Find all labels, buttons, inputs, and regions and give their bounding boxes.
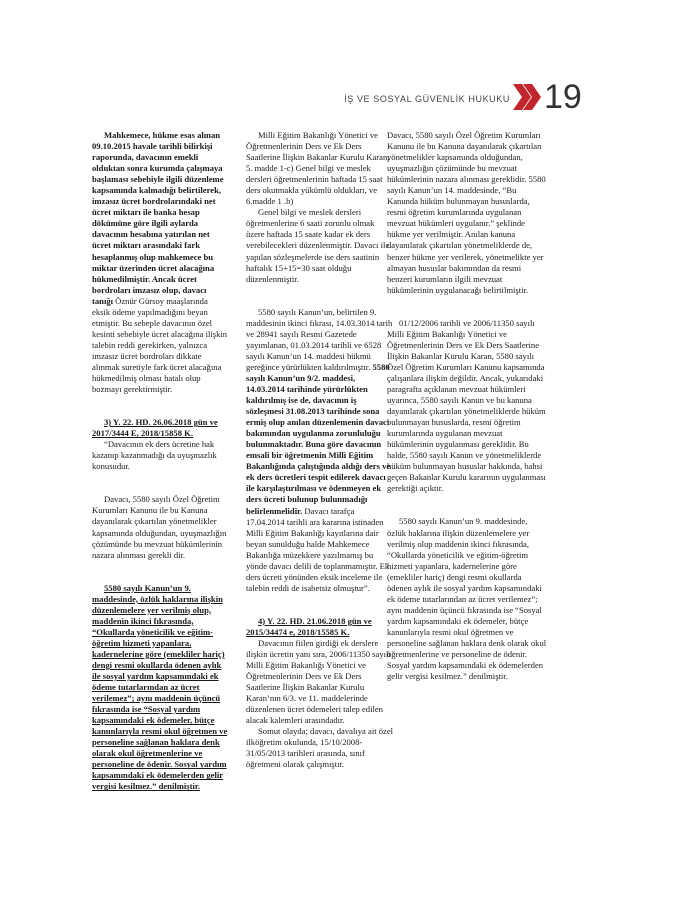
paragraph: 01/12/2006 tarihli ve 2006/11350 sayılı Milli Eğitim Bakanlığı Yönetici ve Öğretmenlerinin Ders ve Ek Ders Saatlerine İlişkin Bakanlar Kurulu Karan, 5580 sayılı Özel Öğretim Kurumları Kanunu kapsamında çalışanlara ilişkin değildir. Ancak, yukarıdaki paragrafta açıklanan mevzuat hükümleri uyarınca, 5580 sayılı Kanun ve bu kanuna dayanılarak çıkartılan yönetmeliklerde hüküm bulunmayan hususlarda, resmi öğretim kurumlarında uygulanan mevzuat hükümlerinin uygulanması gereklidir. Bu halde, 5580 sayılı Kanun ve yönetmeliklerde hüküm bulunmayan hususlar hakkında, bahsi geçen Bakanlar Kurulu kararının uygulanması gerektiği açıktır. xyxy=(387,317,546,494)
column-middle xyxy=(246,130,394,782)
page-number: 19 xyxy=(544,78,582,116)
paragraph: Davacı, 5580 sayılı Özel Öğretim Kurumları Kanunu ile bu Kanuna dayanılarak çıkartılan yönetmelikler kapsamında olduğundan, uyuşmazlığın çözümünde bu mevzuat hükümlerinin nazara alınması gereklidir. 5580 sayılı Kanun’un 14. maddesinde, “Bu Kanunda hüküm bulunmayan hususlarda, resmi öğretim kurumlarında uygulanan mevzuat hükümleri uygulanır.” şeklinde hükme yer verilmiştir. Anılan kanuna dayanılarak çıkartılan yönetmeliklerde de, benzer hükme yer verilerek, yönetmelikte yer almayan hususlar bakımından da resmi benzeri kurumların ilgili mevzuat hükümlerinin uygulanacağı belirtilmiştir. xyxy=(387,130,546,295)
page-header xyxy=(0,78,700,116)
column-left xyxy=(92,130,228,804)
bold-text: 5580 sayılı Kanun’un 9/2. maddesi, 14.03.2014 tarihinde yürürlükten kaldırılmış ise de, davacının iş sözleşmesi 31.08.2013 tarihinde sona ermiş olup anılan düzenlemenin davacı bakımından uygulanma zorunluluğu bulunmaktadır. Buna göre davacının emsali bir öğretmenin Milli Eğitim Bakanlığında çalıştığında aldığı ders ve ek ders ücretleri tespit edilerek davacı ile karşılaştırılması ve ödenmeyen ek ders ücreti bulunup bulunmadığı belirlenmelidir. xyxy=(246,361,391,516)
case-heading: 3) Y. 22. HD. 26.06.2018 gün ve 2017/3444 E, 2018/15858 K. xyxy=(92,417,218,439)
paragraph: Milli Eğitim Bakanlığı Yönetici ve Öğretmenlerinin Ders ve Ek Ders Saatlerine İlişkin Bakanlar Kurulu Karan; 5. madde 1-c) Genel bilgi ve meslek dersleri öğretmenlerinin haftada 15 saat ders okutmakla yükümlü oldukları, ve 6.madde 1 .b) xyxy=(246,130,390,207)
paragraph xyxy=(246,307,394,594)
paragraph: 5580 sayılı Kanun’un 9. maddesinde, özlük haklarına ilişkin düzenlemelere yer verilmiş olup maddenin ikinci fıkrasında, “Okullarda yöneticilik ve eğitim-öğretim hizmeti yapanlara, kadernelerine göre (emekliler hariç) dengi resmi okullarda ödenen aylık ile sosyal yardım kapsamındaki ek ödeme tutarlarından az ücret verilemez”; aynı maddenin üçüncü fıkrasında ise “Sosyal yardım kapsamındaki ek ödemeler, bütçe kanunlarıyla resmi okul öğretmen ve personeline sağlanan haklara denk olarak okul öğretmenlerine ve personeline de ödenir. Sosyal yardım kapsamındaki ek ödemelerden gelir vergisi kesilmez.” denilmiştir. xyxy=(387,516,547,682)
paragraph-emphasis: 5580 sayılı Kanun’un 9. maddesinde, özlük haklarına ilişkin düzenlemelere yer verilmiş olup, maddenin ikinci fıkrasında, “Okullarda yöneticilik ve eğitim-öğretim hizmeti yapanlara, kadernelerine göre (emekliler hariç) dengi resmi okullarda ödenen aylık ile sosyal yardım kapsamındaki ek ödeme tutarlarından az ücret verilemez”; aynı maddenin üçüncü fıkrasında ise “Sosyal yardım kapsamındaki ek ödemeler, bütçe kanunlarıyla resmi okul öğretmen ve personeline sağlanan haklara denk olarak okul öğretmenlerine ve personeline de ödenir. Sosyal yardım kapsamındaki ek ödemelerden gelir vergisi kesilmez.” denilmiştir. xyxy=(92,582,228,792)
paragraph: Somut olayda; davacı, davalıya ait özel ilköğretim okulunda, 15/10/2008-31/05/2013 tarihleri arasında, sınıf öğretmeni olarak çalışmıştır. xyxy=(246,726,394,770)
paragraph: Genel bilgi ve meslek dersleri öğretmenlerine 6 saati zorunlu olmak üzere haftada 15 saate kadar ek ders verebilecekleri düzenlenmiştir. Davacı ile yapılan sözleşmelerde ise ders saatinin haftalık 15+15=30 saat olduğu düzenlenmiştir. xyxy=(246,207,390,284)
body-text: Davacı tarafça 17.04.2014 tarihli ara kararına istinaden Milli Eğitim Bakanlığı kayıtlarına dair beyan sunulduğu halde Mahkemece Bakanlığa müzekkere yazılmamış bu yönde davacı delili de toplanmamıştır. Ek ders ücreti yönünden eksik inceleme ile talebin reddi de isabetsiz olmuştur”. xyxy=(246,505,390,593)
paragraph: Davacının fiilen girdiği ek derslere ilişkin ücretin yanı sıra, 2006/11350 sayılı Milli Eğitim Bakanlığı Yönetici ve Öğretmenlerinin Ders ve Ek Ders Saatlerine İlişkin Bakanlar Kurulu Karan’nın 6/3. ve 11. maddelerinde düzenlenen ücret ödemeleri talep edilen alacak kalemleri arasındadır. xyxy=(246,637,391,726)
paragraph xyxy=(92,130,228,395)
body-text: 5580 sayılı Kanun’un, belirtilen 9. maddesinin ikinci fıkrası, 14.03.3014 tarih ve 28941 sayılı Resmi Gazetede yayımlanan, 01.03.2014 tarihli ve 6528 sayılı Kanun’un 14. maddesi hükmü gereğince yürürlükten kaldırılmıştır. xyxy=(246,306,393,372)
body-text: Öznür Gürsoy maaşlarında eksik ödeme yapılmadığını beyan etmiştir. Bu sebeple davacının özel kesinti sebebiyle ücret alacağına ilişkin talebin reddi gerekirken, yalnızca imzasız ücret bordroları dikkate alınmak suretiyle fark ücret alacağına hükmedilmiş olması hatalı olup bozmayı gerektirmiştir. xyxy=(92,295,228,395)
section-title: İŞ VE SOSYAL GÜVENLİK HUKUKU xyxy=(344,94,510,104)
double-chevron-icon xyxy=(513,84,541,110)
paragraph: Davacı, 5580 sayılı Özel Öğretim Kurumları Kanunu ile bu Kanuna dayanılarak çıkartılan yönetmelikler kapsamında olduğundan, uyuşmazlığın çözümünde bu mevzuat hükümlerinin nazara alınması gerekli dir. xyxy=(92,494,227,560)
paragraph: “Davacının ek ders ücretine hak kazanıp kazanmadığı da uyuşmazlık konusudur. xyxy=(92,439,217,472)
bold-text: Mahkemece, hükme esas alınan 09.10.2015 havale tarihli bilirkişi raporunda, davacının emekli olduktan sonra kurumda çalışmaya başlaması sebebiyle ilgili düzenleme kapsamında kalmadığı belirtilerek, imzasız ücret bordrolarındaki net ücret miktarı ile banka hesap dökümüne göre ilgili aylarda davacının hesabına yatırılan net ücret miktarı arasındaki fark hesaplanmış olup mahkemece bu miktar üzerinden ücret alacağına hükmedilmiştir. Ancak ücret bordroları imzasız olup, davacı tanığı xyxy=(92,130,224,306)
case-heading: 4) Y. 22. HD. 21.06.2018 gün ve 2015/34474 e, 2018/15585 K. xyxy=(246,615,372,637)
column-right xyxy=(387,130,547,693)
